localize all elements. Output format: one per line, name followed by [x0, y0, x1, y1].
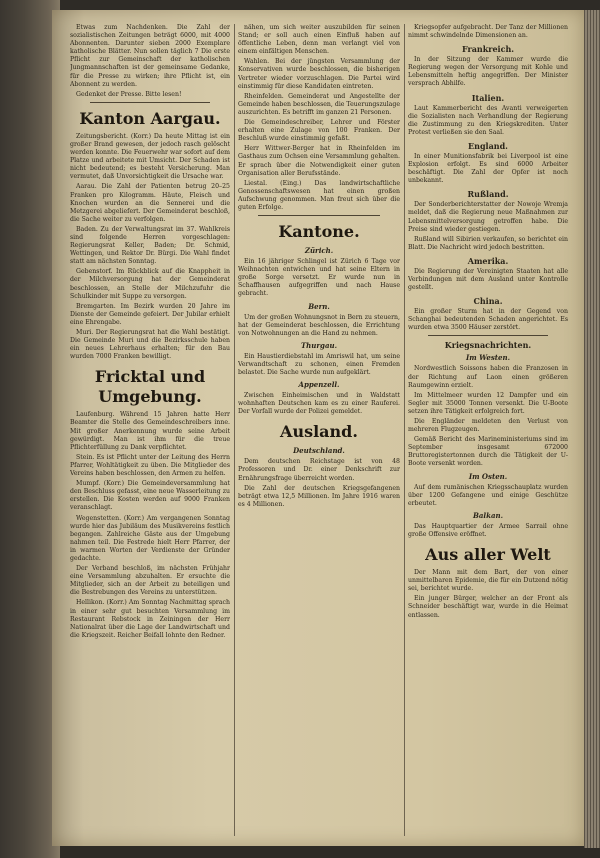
article-paragraph: Auf dem rumänischen Kriegsschauplatz wurden über 1200 Gefangene und einige Geschütze erbeutet.	[408, 483, 568, 507]
article-paragraph: Gebenstorf. Im Rückblick auf die Knappheit in der Milchversorgung hat der Gemeinderat beschlossen, an Stelle der Milchzufuhr die Schulkinder mit Suppe zu versorgen.	[70, 268, 230, 300]
article-paragraph: Rheinfelden. Gemeinderat und Angestellte der Gemeinde haben beschlossen, die Teuerungszulage auszurichten. Es betrifft im ganzen 21 Personen.	[238, 92, 400, 116]
section-deutschland: Deutschland.	[293, 446, 345, 456]
article-paragraph: In der Sitzung der Kammer wurde die Regierung wegen der Versorgung mit Kohle und Lebensmitteln heftig angegriffen. Der Minister versprach Abhilfe.	[408, 56, 568, 88]
section-russland: Rußland.	[467, 189, 509, 200]
thurgau-articles	[238, 353, 400, 377]
article-paragraph: Die Zahl der deutschen Kriegsgefangenen beträgt etwa 12,5 Millionen. Im Jahre 1916 waren es 4 Millionen.	[238, 484, 400, 508]
section-thurgau: Thurgau.	[300, 340, 338, 350]
heading-ausland: Ausland.	[280, 422, 358, 442]
heading-aargau: Kanton Aargau.	[79, 108, 221, 128]
article-paragraph: Baden. Zu der Verwaltungsrat im 37. Wahlkreis sind folgende Herren vorgeschlagen: Regierungsrat Keller, Baden; Dr. Schmid, Wettingen, und Rektor Dr. Bürgi. Die Wahl findet statt am nächsten Sonntag.	[70, 225, 230, 266]
section-amerika: Amerika.	[467, 255, 509, 266]
article-paragraph: Der Sonderberichterstatter der Nowoje Wremja meldet, daß die Regierung neue Maßnahmen zur Lebensmittelversorgung getroffen habe. Die Preise sind wieder gestiegen.	[408, 201, 568, 233]
china-articles	[408, 308, 568, 332]
divider	[90, 102, 210, 103]
frankreich-articles	[408, 56, 568, 88]
section-frankreich: Frankreich.	[461, 44, 515, 55]
section-kriegsnachrichten: Kriegsnachrichten.	[444, 340, 532, 351]
section-china: China.	[473, 296, 503, 307]
article-paragraph: Muri. Der Regierungsrat hat die Wahl bestätigt. Die Gemeinde Muri und die Bezirksschule haben ein neues Lehrerhaus erhalten; für den Bau wurden 7000 Franken bewilligt.	[70, 329, 230, 361]
deutschland-articles	[238, 458, 400, 509]
article-paragraph: Der Mann mit dem Bart, der von einer unmittelbaren Epidemie, die für ein Dutzend nötig sei, berichtet wurde.	[408, 569, 568, 593]
article-paragraph: Nordwestlich Soissons haben die Franzosen in der Richtung auf Laon einen größeren Raumgewinn erzielt.	[408, 365, 568, 389]
article-paragraph: Bremgarten. Im Bezirk wurden 20 Jahre im Dienste der Gemeinde gefeiert. Der Jubilar erhielt eine Ehrengabe.	[70, 302, 230, 326]
appenzell-articles	[238, 392, 400, 416]
heading-kantone: Kantone.	[278, 222, 360, 242]
russland-articles	[408, 201, 568, 252]
welt-articles	[408, 569, 568, 620]
section-italien: Italien.	[471, 92, 505, 103]
osten-articles	[408, 484, 568, 508]
column-middle	[238, 24, 400, 836]
article-paragraph: Ein junger Bürger, welcher an der Front als Schneider beschäftigt war, wurde in die Heimat entlassen.	[408, 595, 568, 619]
article-paragraph: Zwischen Einheimischen und in Waldstatt wohnhaften Deutschen kam es zu einer Rauferei. Der Vorfall wurde der Polizei gemeldet.	[238, 392, 400, 416]
divider	[428, 335, 548, 336]
column-right	[408, 24, 568, 836]
article-paragraph: Hellikon. (Korr.) Am Sonntag Nachmittag sprach in einer sehr gut besuchten Versammlung im Restaurant Rebstock in Zeiningen der Herr Nationalrat über die Lage der Landwirtschaft und die Kriegszeit. Reicher Beifall lohnte den Redner.	[70, 599, 230, 639]
article-paragraph: Dem deutschen Reichstage ist von 48 Professoren und Dr. einer Denkschrift zur Ernährungsfrage überreicht worden.	[238, 458, 400, 482]
article-paragraph: Die Gemeindeschreiber, Lehrer und Förster erhalten eine Zulage von 100 Franken. Der Beschluß wurde einstimmig gefaßt.	[238, 119, 400, 143]
fricktal-articles	[70, 411, 230, 640]
article-paragraph: Um der großen Wohnungsnot in Bern zu steuern, hat der Gemeinderat beschlossen, die Errichtung von Notwohnungen an die Hand zu nehmen.	[238, 313, 400, 337]
newspaper-page	[52, 10, 584, 846]
article-paragraph: Zeitungsbericht. (Korr.) Da heute Mittag ist ein großer Brand gewesen, der jedoch rasch gelöscht werden konnte. Die Feuerwehr war sofort auf dem Platze und arbeitete mit Umsicht. Der Schaden ist nicht bedeutend; es besteht Versicherung. Man vermutet, daß Unvorsichtigkeit die Ursache war.	[70, 132, 230, 181]
article-paragraph: Stein. Es ist Pflicht unter der Leitung des Herrn Pfarrer, Wohltätigkeit zu üben. Die Mitglieder des Vereins haben beschlossen, den Armen zu helfen.	[70, 453, 230, 478]
article-paragraph: In einer Munitionsfabrik bei Liverpool ist eine Explosion erfolgt. Es sind 6000 Arbeiter beschäftigt. Die Zahl der Opfer ist noch unbekannt.	[408, 152, 568, 185]
article-paragraph: Rußland will Sibirien verkaufen, so berichtet ein Blatt. Die Nachricht wird jedoch bestritten.	[408, 235, 568, 251]
section-bern: Bern.	[308, 301, 330, 311]
page-edge	[584, 10, 600, 848]
article-paragraph: Der Verband beschloß, im nächsten Frühjahr eine Versammlung abzuhalten. Er ersuchte die Mitglieder, sich an der Arbeit zu beteiligen und die Bestrebungen des Vereins zu unterstützen.	[70, 565, 230, 597]
italien-articles	[408, 105, 568, 137]
book-binding	[0, 0, 60, 858]
article-paragraph: Die Regierung der Vereinigten Staaten hat alle Verbindungen mit dem Ausland unter Kontrolle gestellt.	[408, 267, 568, 292]
section-zurich: Zürich.	[304, 246, 334, 256]
article-paragraph: Das Hauptquartier der Armee Sarrail ohne große Offensive eröffnet.	[408, 522, 568, 538]
article-paragraph: Kriegsopfer aufgebracht. Der Tanz der Millionen nimmt schwindelnde Dimensionen an.	[408, 24, 568, 40]
article-paragraph: Wegenstetten. (Korr.) Am vergangenen Sonntag wurde hier das Jubiläum des Musikvereins festlich begangen. Zahlreiche Gäste aus der Umgebung nahmen teil. Die Festrede hielt Herr Pfarrer, der in warmen Worten der Verdienste der Gründer gedachte.	[70, 514, 230, 562]
article-paragraph: Herr Wittwer-Berger hat in Rheinfelden im Gasthaus zum Ochsen eine Versammlung gehalten. Er sprach über die Notwendigkeit einer guten Organisation aller Berufsstände.	[238, 145, 400, 177]
column3-top-articles	[408, 24, 568, 40]
article-paragraph: Liestal. (Eing.) Das landwirtschaftliche Genossenschaftswesen hat einen großen Aufschwung genommen. Man freut sich über die guten Erfolge.	[238, 179, 400, 211]
divider	[258, 215, 380, 216]
balkan-articles	[408, 523, 568, 539]
westen-articles	[408, 365, 568, 468]
section-westen: Im Westen.	[465, 353, 511, 363]
article-paragraph: Gedenket der Presse. Bitte lesen!	[76, 90, 182, 98]
article-paragraph: Etwas zum Nachdenken. Die Zahl der sozialistischen Zeitungen beträgt 6000, mit 4000 Abonnenten. Darunter sieben 2000 Exemplare katholische Blätter. Nun sollen täglich 7 Die erste Pflicht zur Gemeinschaft der katholischen Jungmannschaften ist der gemeinsame Gedanke, für die Presse zu wirken; ihre Pflicht ist, ein Abonnent zu werden.	[70, 24, 230, 88]
england-articles	[408, 153, 568, 185]
section-england: England.	[468, 140, 508, 151]
page-columns	[70, 24, 568, 836]
article-paragraph: Mumpf. (Korr.) Die Gemeindeversammlung hat den Beschluss gefasst, eine neue Wasserleitung zu erstellen. Die Kosten werden auf 9000 Franken veranschlagt.	[70, 480, 230, 512]
zurich-articles	[238, 258, 400, 298]
section-balkan: Balkan.	[472, 510, 504, 520]
article-paragraph: Wahlen. Bei der jüngsten Versammlung der Konservativen wurde beschlossen, die bisherigen Vertreter wieder vorzuschlagen. Die Partei wird einstimmig für diese Kandidaten eintreten.	[238, 58, 400, 90]
bern-articles	[238, 314, 400, 338]
amerika-articles	[408, 268, 568, 292]
aargau-articles	[70, 133, 230, 362]
heading-aus-aller-welt: Aus aller Welt	[425, 545, 551, 565]
column-rule	[404, 24, 405, 836]
article-paragraph: Ein großer Sturm hat in der Gegend von Schanghai bedeutenden Schaden angerichtet. Es wurden etwa 3500 Häuser zerstört.	[408, 308, 568, 332]
article-paragraph: Ein Haustierdiebstahl im Amriswil hat, um seine Verwandtschaft zu schonen, einen Fremden belastet. Die Sache wurde nun aufgeklärt.	[238, 352, 400, 376]
article-paragraph: Laut Kammerbericht des Avanti verweigerten die Sozialisten nach Verhandlung der Regierung die Zustimmung zu den Kriegskrediten. Unter Protest verließen sie den Saal.	[408, 104, 568, 136]
column-left	[70, 24, 230, 836]
article-paragraph: Ein 16 jähriger Schlingel ist Zürich 6 Tage vor Weihnachten entwichen und hat seine Eltern in große Sorge versetzt. Er wurde nun in Schaffhausen aufgegriffen und nach Hause gebracht.	[238, 258, 400, 298]
article-paragraph: Laufenburg. Während 15 Jahren hatte Herr Beamter die Stelle des Gemeindeschreibers inne. Mit großer Anerkennung wurde seine Arbeit gewürdigt. Man ist ihm für die treue Pflichterfüllung zu Dank verpflichtet.	[70, 411, 230, 451]
article-paragraph: Die Engländer meldeten den Verlust von mehreren Flugzeugen.	[408, 418, 568, 434]
article-paragraph: Aarau. Die Zahl der Patienten betrug 20–25 Franken pro Kilogramm. Häute, Fleisch und Knochen wurden an die Sennerei und die Metzgerei abgeliefert. Der Gemeinderat beschloß, die Sache weiter zu verfolgen.	[70, 183, 230, 223]
column1-top-articles	[70, 24, 230, 99]
section-osten: Im Osten.	[468, 471, 508, 481]
article-paragraph: nähen, um sich weiter auszubilden für seinen Stand; er soll auch einen Einfluß haben auf öffentliche Leben, denn man verlangt viel von einem einfältigen Menschen.	[238, 24, 400, 56]
column-rule	[234, 24, 235, 836]
heading-fricktal: Fricktal und Umgebung.	[94, 367, 206, 407]
column2-top-articles	[238, 24, 400, 212]
article-paragraph: Gemäß Bericht des Marineministeriums sind im September insgesamt 672000 Bruttoregistertonnen durch die Tätigkeit der U-Boote versenkt worden.	[408, 436, 568, 468]
article-paragraph: Im Mittelmeer wurden 12 Dampfer und ein Segler mit 35000 Tonnen versenkt. Die U-Boote setzen ihre Tätigkeit erfolgreich fort.	[408, 391, 568, 415]
section-appenzell: Appenzell.	[298, 380, 340, 390]
